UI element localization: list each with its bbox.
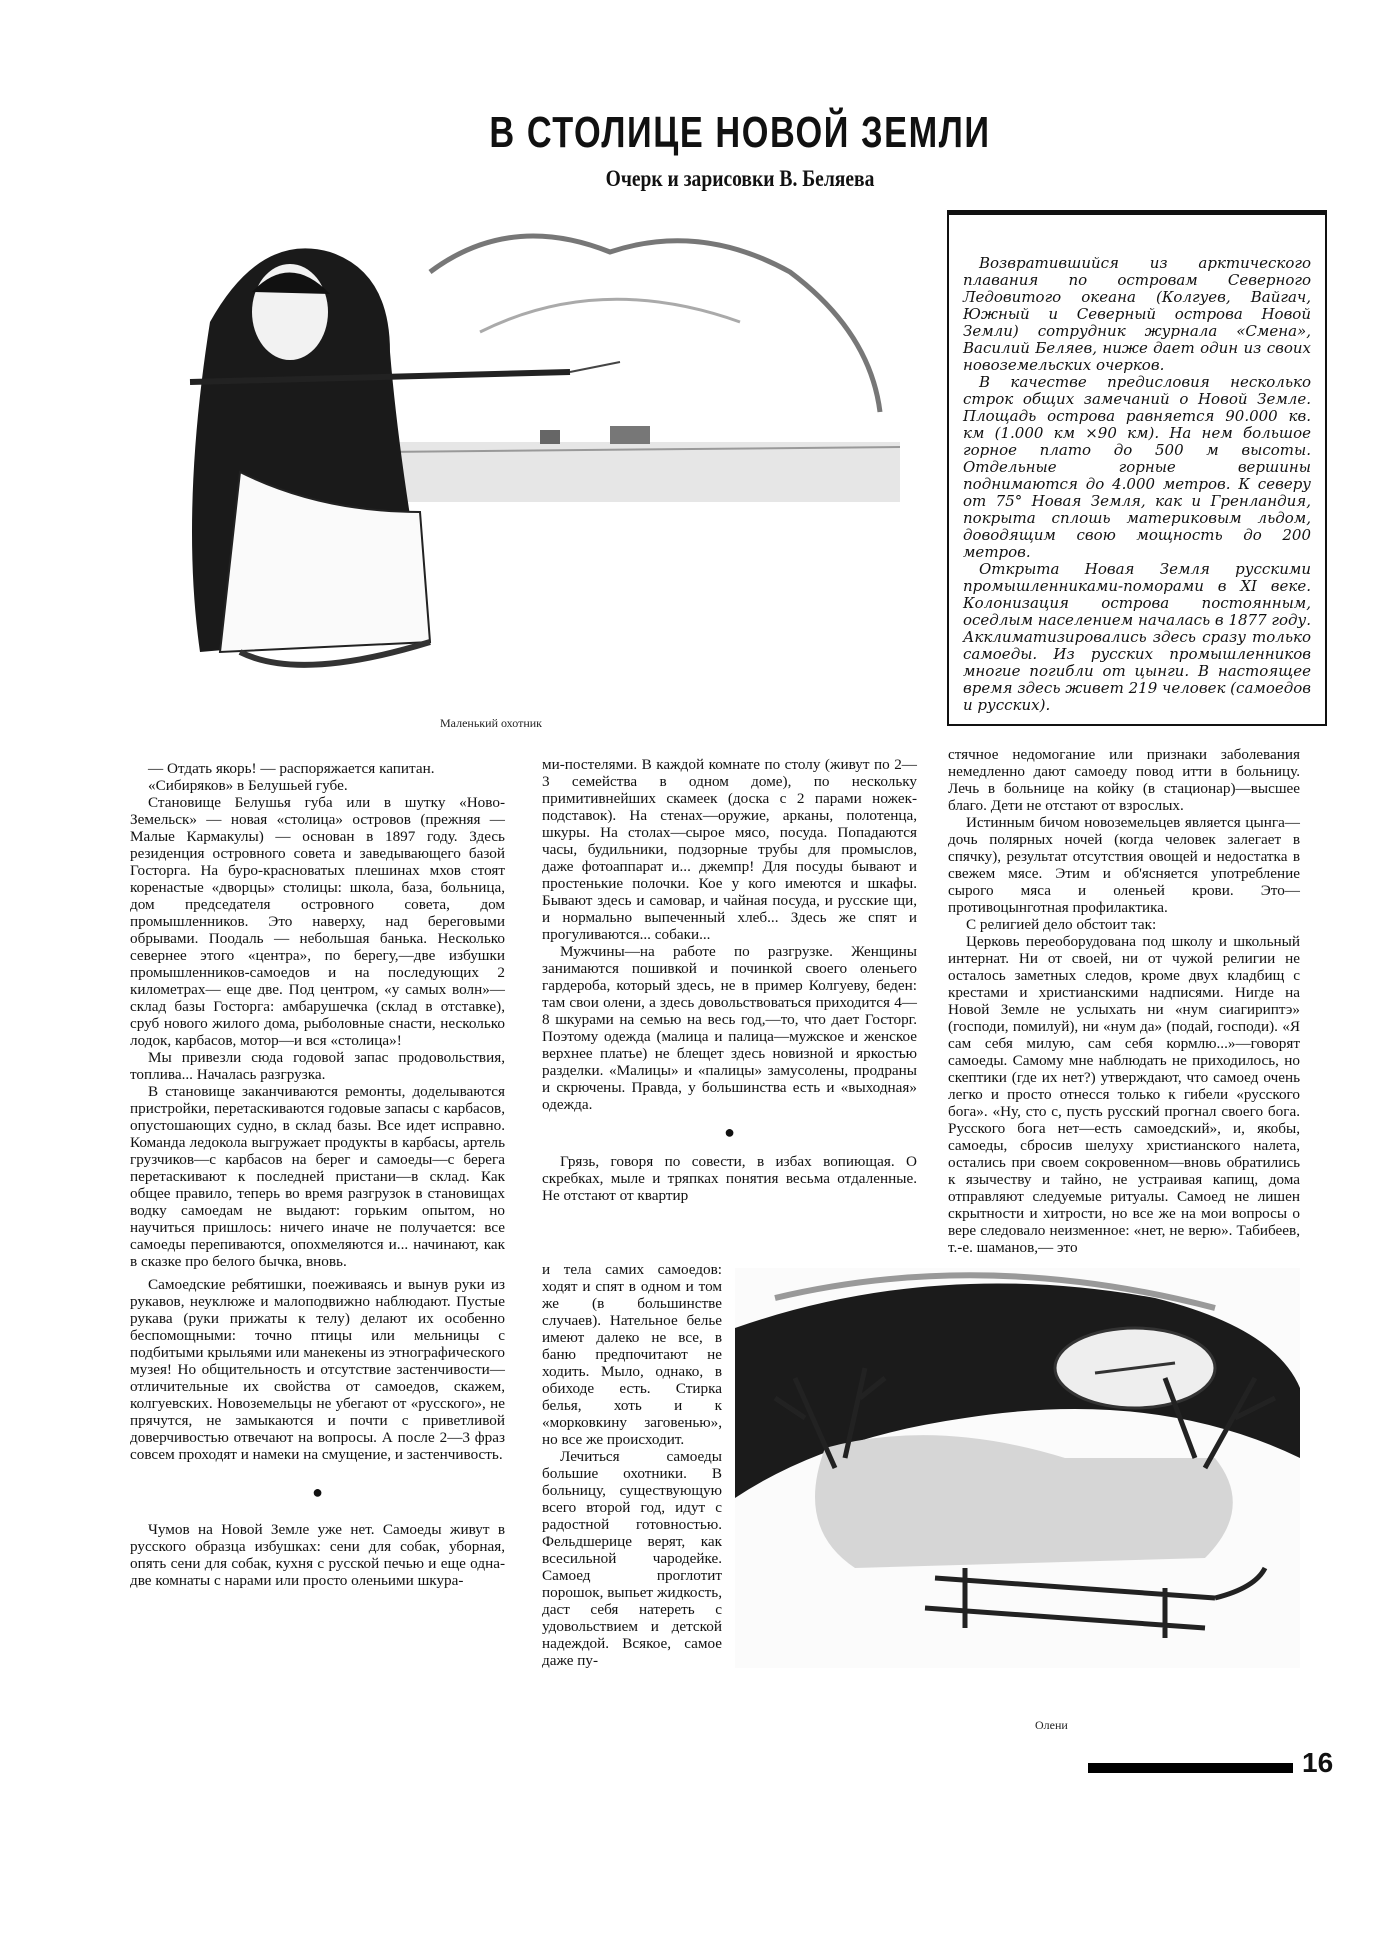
paragraph: Самоедские ребятишки, поеживаясь и вынув руки из рукавов, неуклюже и малоподвижно наблюдают. Пустые рукава (руки прижаты к телу) делают их особенно беспомощными: точно птицы или мельницы с подбитыми крыльями или манекены из этнографического музея! Но общительность и отсутствие застенчивости—отличительные их свойства от самоедов, скажем, колгуевских. Новоземельцы не убегают от «русского», не прячутся, не замыкаются и почти с приветливой доверчивостью отвечают на вопросы. А после 2—3 фраз совсем проходят и намеки на смущение, и застенчивость. [130, 1276, 505, 1463]
intro-paragraph: В качестве предисловия несколько строк общих замечаний о Новой Земле. Площадь острова равняется 90.000 кв. км (1.000 км ×90 км). На нем большое горное плато до 500 м высоты. Отдельные горные вершины поднимаются до 4.000 метров. К северу от 75° Новая Земля, как и Гренландия, покрыта сплошь материковым льдом, доводящим свою мощность до 200 метров. [963, 373, 1311, 561]
reindeer-illustration [735, 1268, 1300, 1668]
paragraph: — Отдать якорь! — распоряжается капитан. [148, 760, 435, 777]
paragraph: В становище заканчиваются ремонты, доделываются пристройки, перетаскиваются годовые запасы с карбасов, опустошающих судно, в склад базы. Все идет исправно. Команда ледокола выгружает продукты в карбасы, артель грузчиков—с карбасов на берег и самоеды—с берега перетаскивают к последней пристани—в склад. Как общее правило, теперь во время разгрузок в становищах водку самоедам не выдают: горьким опытом, но научиться пришлось: ничего иначе не получается: все самоеды перепиваются, опохмеляются и... начинают, как в сказке про белого бычка, вновь. [130, 1083, 505, 1270]
paragraph: ми-постелями. В каждой комнате по столу (живут по 2—3 семейства в одном доме), по нескольку примитивнейших скамеек (доска с 2 парами ножек-подставок). На стенах—оружие, арканы, полотенца, шкуры. На столах—сырое мясо, посуда. Попадаются часы, будильники, подзорные трубы для промыслов, даже фотоаппарат и... джемпр! Для посуды бывают и простенькие полочки. Кое у кого имеются и шкафы. Бывают здесь и самовар, и чайная посуда, и русские щи, и нормально выпеченный хлеб... Здесь же спят и прогуливаются... собаки... [542, 756, 917, 943]
paragraph: Мы привезли сюда годовой запас продовольствия, топлива... Началась разгрузка. [130, 1049, 505, 1083]
paragraph: стячное недомогание или признаки заболевания немедленно дают самоеду повод итти в больницу. Лечь в больнице на койку (в стационар)—высшее благо. Дети не отстают от взрослых. [948, 746, 1300, 814]
hunter-illustration [180, 212, 910, 702]
article-title: В СТОЛИЦЕ НОВОЙ ЗЕМЛИ [489, 108, 991, 157]
hunter-caption: Маленький охотник [440, 716, 542, 730]
paragraph: Церковь переоборудована под школу и школьный интернат. Ни от своей, ни от чужой религии не осталось заметных следов, кроме двух кладбищ с крестами и христианскими надписями. Нигде на Новой Земле не услыхать ни «нум сиагириптэ» (господи, помилуй), ни «нум да» (подай, господи). «Я сам себя милую, сам себя кормлю...»—говорят самоеды. Самому мне наблюдать не приходилось, но скептики (где их нет?) утверждают, что самоед очень легко и просто отнесся только к гибели «русского бога». «Ну, сто с, пусть русский прогнал своего бога. Русского бога нет—есть самоедский», и, якобы, самоеды, сбросив шелуху христианского налета, остались при своем сокровенном—вновь обратились к язычеству и тайно, не устраивая капищ, дома отправляют следуемые ритуалы. Самоед не лишен скрытности и хитрости, но все же на мои вопросы о вере следовало неизменное: «нет, не верю». Табибеев, т.-е. шаманов,— это [948, 933, 1300, 1256]
paragraph: Чумов на Новой Земле уже нет. Самоеды живут в русского образца избушках: сени для собак, уборная, опять сени для собак, кухня с русской печью и еще одна-две комнаты с нарами или просто оленьими шкура- [130, 1521, 505, 1589]
section-separator: ● [724, 1122, 735, 1142]
paragraph: и тела самих самоедов: ходят и спят в одном и том же (в большинстве случаев). Нательное белье имеют далеко не все, в баню предпочитают не ходить. Мыло, однако, в обиходе есть. Стирка белья, хоть и к «морковкину заговенью», но все же происходит. [542, 1261, 722, 1448]
column-1 [130, 760, 505, 1589]
intro-paragraph: Возвратившийся из арктического плавания по островам Северного Ледовитого океана (Колгуев, Вайгач, Южный и Северный острова Новой Земли) сотрудник журнала «Смена», Василий Беляев, ниже дает один из своих новоземельских очерков. [963, 254, 1311, 374]
column-2-narrow [542, 1261, 722, 1669]
column-2 [542, 756, 917, 1204]
intro-box [947, 210, 1327, 726]
paragraph: Лечиться самоеды большие охотники. В больницу, существующую всего второй год, идут с радостной готовностью. Фельдшерице верят, как всесильной чародейке. Самоед проглотит порошок, выпьет жидкость, даст себя натереть с удовольствием и детской надеждой. Всякое, самое даже пу- [542, 1448, 722, 1669]
paragraph: Истинным бичом новоземельцев является цынга—дочь полярных ночей (когда человек залегает в спячку), результат отсутствия овощей и недостатка в свежем мясе. Этим и об'ясняется употребление сырого мяса и оленьей крови. Это—противоцынготная профилактика. [948, 814, 1300, 916]
column-3 [948, 746, 1300, 1256]
paragraph: Становище Белушья губа или в шутку «Ново-Земельск» — новая «столица» островов (прежняя — Малые Кармакулы) — основан в 1897 году. Здесь резиденция островного совета и заведывающего базой Госторга. На буро-красноватых плешинах мхов стоят коренастые «дворцы» столицы: школа, база, больница, дом председателя островного совета, дом промышленников. Это наверху, над береговыми обрывами. Поодаль — небольшая банька. Несколько севернее этого «центра», по берегу,—две избушки промышленников-самоедов и на последующих 2 километрах— еще две. Под центром, «у самых волн»—склад базы Госторга: амбарушечка (склад в отставке), сруб нового жилого дома, рыболовные снасти, несколько лодок, карбасов, мотор—и вся «столица»! [130, 794, 505, 1049]
paragraph: Мужчины—на работе по разгрузке. Женщины занимаются пошивкой и починкой своего оленьего гардероба, который здесь, не в пример Колгуеву, беден: там свои олени, а здесь довольствоваться приходится 4—8 шкурами на семью на весь год,—то, что дает Госторг. Поэтому одежда (малица и палица—мужское и женское верхнее платье) не блещет здесь новизной и яркостью разделки. «Малицы» и «палицы» замусолены, продраны и скрючены. Правда, у большинства есть и «выходная» одежда. [542, 943, 917, 1113]
page-number-bar [1088, 1763, 1293, 1773]
page-number: 16 [1302, 1747, 1334, 1778]
article-byline: Очерк и зарисовки В. Беляева [605, 166, 875, 191]
paragraph: Грязь, говоря по совести, в избах вопиющая. О скребках, мыле и тряпках понятия весьма отдаленные. Не отстают от квартир [542, 1153, 917, 1204]
paragraph: С религией дело обстоит так: [966, 916, 1157, 933]
section-separator: ● [312, 1482, 323, 1502]
paragraph: «Сибиряков» в Белушьей губе. [148, 777, 348, 794]
reindeer-caption: Олени [1035, 1718, 1068, 1732]
intro-paragraph: Открыта Новая Земля русскими промышленниками-поморами в XI веке. Колонизация острова постоянным, оседлым населением началась в 1877 году. Акклиматизировались здесь сразу только самоеды. Из русских промышленников многие погибли от цынги. В настоящее время здесь живет 219 человек (самоедов и русских). [963, 560, 1311, 714]
